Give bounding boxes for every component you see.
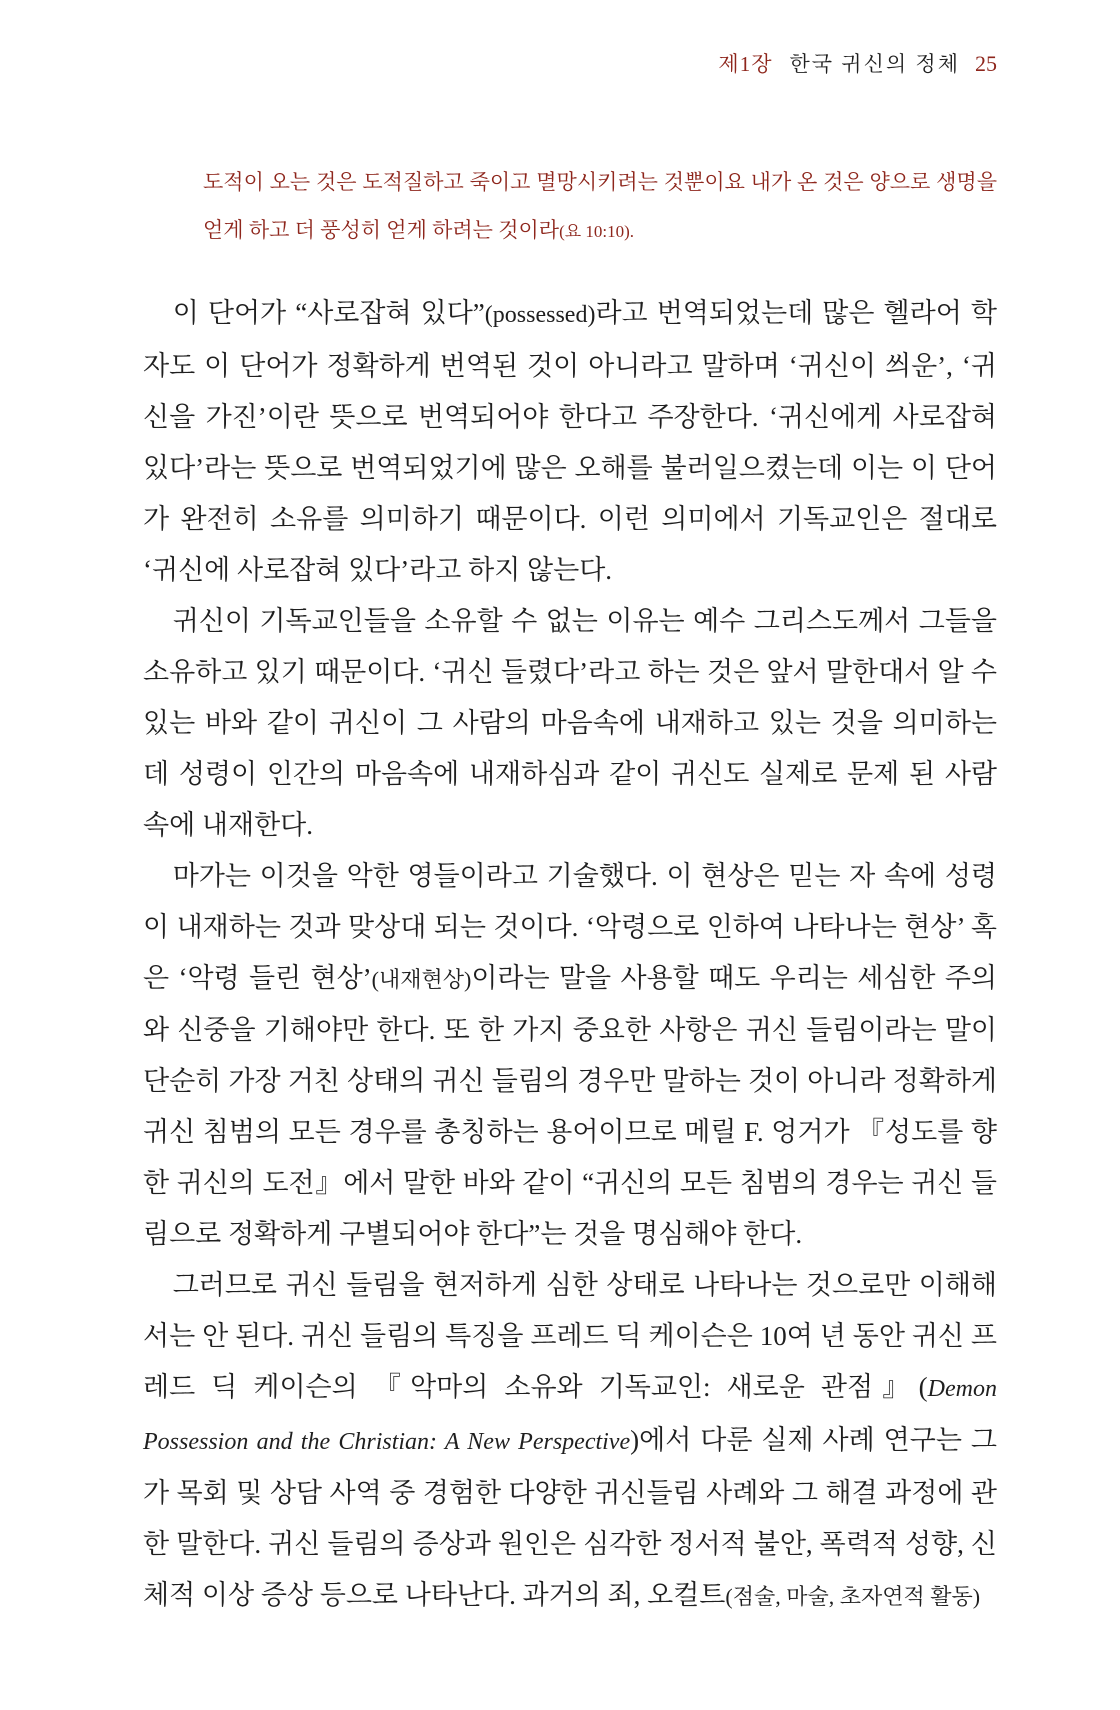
paragraph-segment: (점술, 마술, 초자연적 활동) [725, 1584, 981, 1609]
paragraph-segment: 이라는 말을 사용할 때도 우리는 세심한 주의와 신중을 기해야만 한다. 또 한 가지 중요한 사항은 귀신 들림이라는 말이 단순히 가장 거친 상태의 귀신 들림의 경우만 말하는 것이 아니라 정확하게 귀신 침범의 모든 경우를 총칭하는 용어이므로 메릴 F. 엉거가 『성도를 향한 귀신의 도전』에서 말한 바와 같이 “귀신의 모든 침범의 경우는 귀신 들림으로 정확하게 구별되어야 한다”는 것을 명심해야 한다. [143, 963, 997, 1249]
paragraph-segment: 라고 번역되었는데 많은 헬라어 학자도 이 단어가 정확하게 번역된 것이 아니라고 말하며 ‘귀신이 씌운’, ‘귀신을 가진’이란 뜻으로 번역되어야 한다고 주장한다. ‘귀신에게 사로잡혀 있다’라는 뜻으로 번역되었기에 많은 오해를 불러일으켰는데 이는 이 단어가 완전히 소유를 의미하기 때문이다. 이런 의미에서 기독교인은 절대로 ‘귀신에 사로잡혀 있다’라고 하지 않는다. [143, 298, 997, 585]
page-number: 25 [975, 51, 997, 76]
paragraph [143, 851, 997, 1260]
paragraph [143, 288, 997, 596]
paragraph-segment: 그러므로 귀신 들림을 현저하게 심한 상태로 나타나는 것으로만 이해해서는 안 된다. 귀신 들림의 특징을 프레드 딕 케이슨은 10여 년 동안 귀신 프레드 딕 케이슨의 『악마의 소유와 기독교인: 새로운 관점』( [143, 1270, 997, 1402]
scripture-quote [203, 158, 997, 256]
chapter-label: 제1장 [718, 52, 773, 76]
paragraph [143, 1260, 997, 1622]
paragraph-segment: 이 단어가 “사로잡혀 있다” [172, 298, 485, 328]
paragraph-segment: 마가는 이것을 악한 영들이라고 기술했다. 이 현상은 믿는 자 속에 성령이 내재하는 것과 맞상대 되는 것이다. ‘악령으로 인하여 나타나는 현상’ 혹은 ‘악령 들린 현상’ [143, 861, 997, 993]
page-header [718, 50, 997, 78]
chapter-title: 한국 귀신의 정체 [789, 52, 960, 76]
body-text [143, 288, 997, 1622]
scripture-quote-text: 도적이 오는 것은 도적질하고 죽이고 멸망시키려는 것뿐이요 내가 온 것은 양으로 생명을 얻게 하고 더 풍성히 얻게 하려는 것이라 [203, 170, 997, 242]
paragraph-segment: (possessed) [484, 302, 596, 328]
scripture-reference: (요 10:10). [559, 222, 635, 241]
paragraph-segment: )에서 다룬 실제 사례 연구는 그가 목회 및 상담 사역 중 경험한 다양한 귀신들림 사례와 그 해결 과정에 관한 말한다. 귀신 들림의 증상과 원인은 심각한 정서적 불안, 폭력적 성향, 신체적 이상 증상 등으로 나타난다. 과거의 죄, 오컬트 [143, 1425, 997, 1610]
paragraph-segment: Demon Possession and the Christian: A New Perspective [143, 1376, 997, 1455]
paragraph-segment: 귀신이 기독교인들을 소유할 수 없는 이유는 예수 그리스도께서 그들을 소유하고 있기 때문이다. ‘귀신 들렸다’라고 하는 것은 앞서 말한대서 알 수 있는 바와 같이 귀신이 그 사람의 마음속에 내재하고 있는 것을 의미하는 데 성령이 인간의 마음속에 내재하심과 같이 귀신도 실제로 문제 된 사람 속에 내재한다. [143, 606, 997, 840]
paragraph [143, 596, 997, 851]
paragraph-segment: (내재현상) [371, 967, 472, 992]
